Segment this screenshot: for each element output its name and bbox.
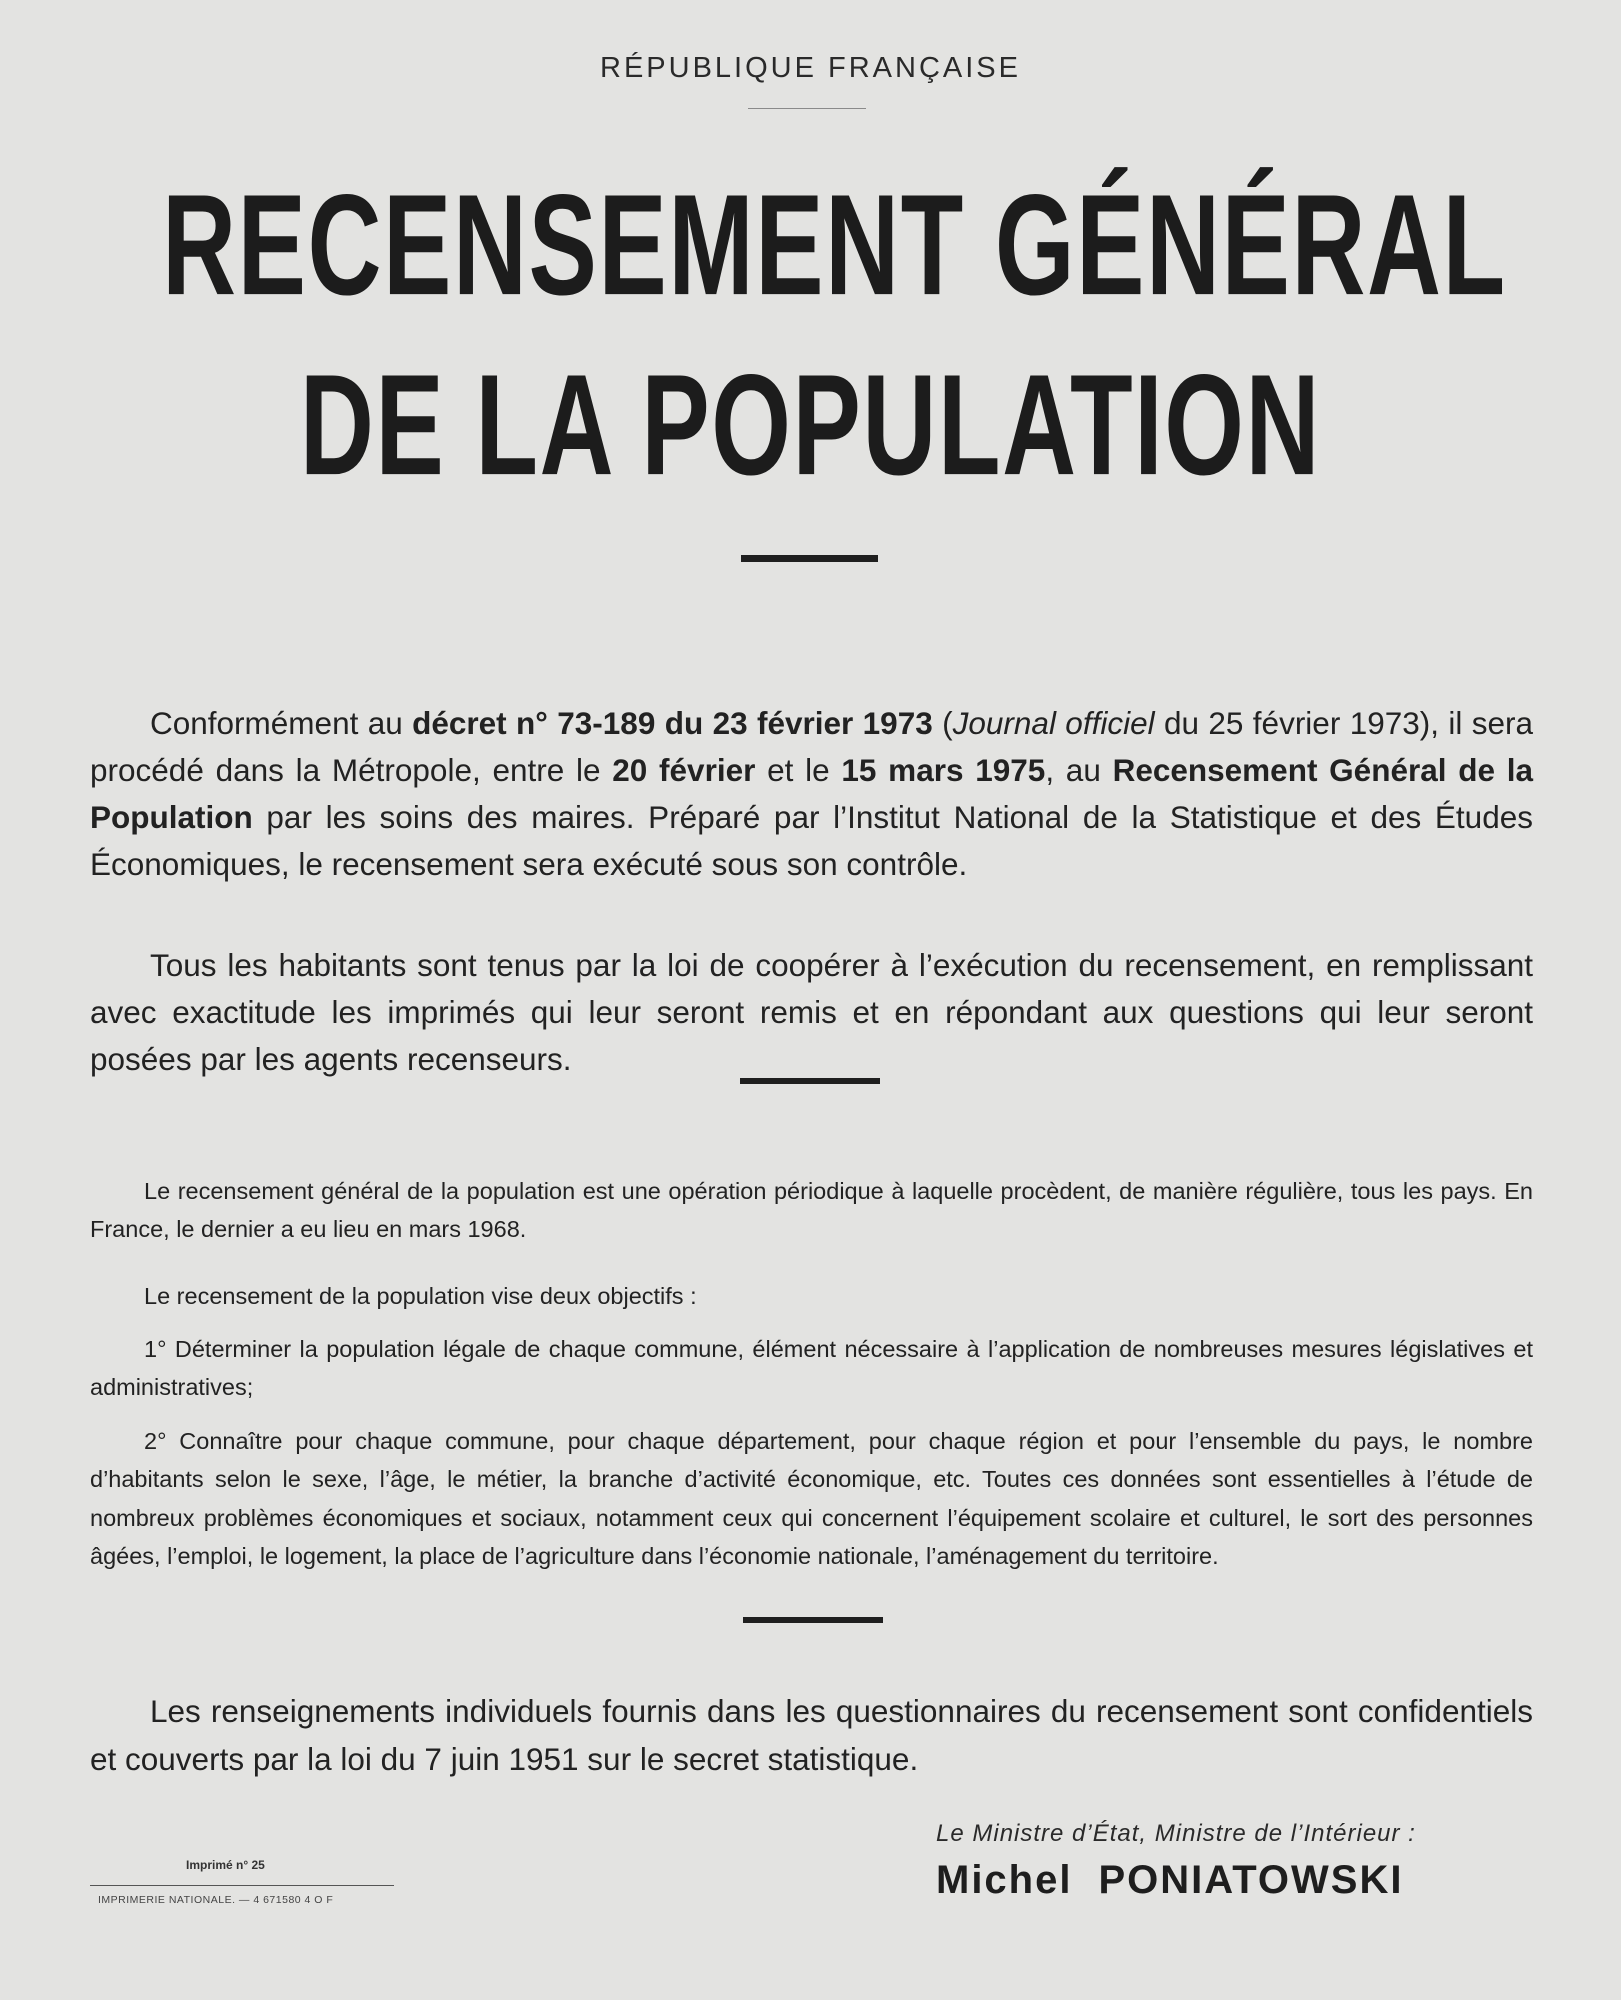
objective-2: 2° Connaître pour chaque commune, pour chaque département, pour chaque région et pour l’ensemble du pays, le nombre d’habitants selon le sexe, l’âge, le métier, la branche d’activité économique, etc. Toutes ces données sont essentielles à l’étude de nombreux problèmes économiques et sociaux, notamment ceux qui concernent l’équipement scolaire et culturel, le sort des personnes âgées, l’emploi, le logement, la place de l’agriculture dans l’économie nationale, l’aménagement du territoire. (90, 1427, 1533, 1569)
lead-text: ( (932, 704, 953, 741)
lead-text: et le (755, 751, 842, 788)
signatory-last-name: PONIATOWSKI (1098, 1858, 1404, 1902)
signatory-name (936, 1858, 1403, 1903)
decree-reference: décret n° 73-189 du 23 février 1973 (412, 704, 933, 741)
journal-officiel: Journal officiel (952, 704, 1155, 741)
printer-imprint: IMPRIMERIE NATIONALE. — 4 671580 4 O F (98, 1894, 334, 1906)
lead-text: par les soins des maires. Préparé par l’Institut National de la Statistique et des Études Économiques, le recensement sera exécuté sous son contrôle. (90, 798, 1533, 882)
confidentiality-paragraph: Les renseignements individuels fournis dans les questionnaires du recensement sont confidentiels et couverts par la loi du 7 juin 1951 sur le secret statistique. (90, 1692, 1533, 1777)
section-divider (741, 555, 878, 562)
lead-text: du 25 février 1973), il sera procédé dans la Métropole, entre le (90, 704, 1534, 788)
census-end-date: 15 mars 1975 (841, 751, 1046, 788)
signatory-first-name: Michel (936, 1858, 1073, 1902)
signatory-title: Le Ministre d’État, Ministre de l’Intérieur : (936, 1820, 1416, 1847)
section-divider (743, 1617, 883, 1623)
lead-text: Conformément au (150, 704, 413, 741)
poster-title-line-1: RECENSEMENT GÉNÉRAL (162, 165, 1507, 326)
poster-title-line-2: DE LA POPULATION (299, 345, 1322, 506)
census-start-date: 20 février (612, 751, 756, 788)
info-paragraph: Le recensement de la population vise deux objectifs : (144, 1282, 697, 1309)
header-rule (748, 108, 866, 109)
printed-number: Imprimé n° 25 (186, 1858, 265, 1872)
lead-text: , au (1045, 751, 1113, 788)
objective-1: 1° Déterminer la population légale de chaque commune, élément nécessaire à l’application de nombreuses mesures législatives et administratives; (90, 1335, 1533, 1400)
section-divider (740, 1078, 880, 1084)
duty-paragraph: Tous les habitants sont tenus par la loi de coopérer à l’exécution du recensement, en remplissant avec exactitude les imprimés qui leur seront remis et en répondant aux questions qui leur seront posées par les agents recenseurs. (90, 946, 1533, 1077)
info-paragraph: Le recensement général de la population est une opération périodique à laquelle procèdent, de manière régulière, tous les pays. En France, le dernier a eu lieu en mars 1968. (90, 1177, 1533, 1242)
republic-header: RÉPUBLIQUE FRANÇAISE (600, 52, 1021, 84)
census-name: Recensement Général de la Population (90, 751, 1534, 835)
footer-rule (90, 1885, 394, 1886)
lead-paragraph (90, 700, 1533, 888)
